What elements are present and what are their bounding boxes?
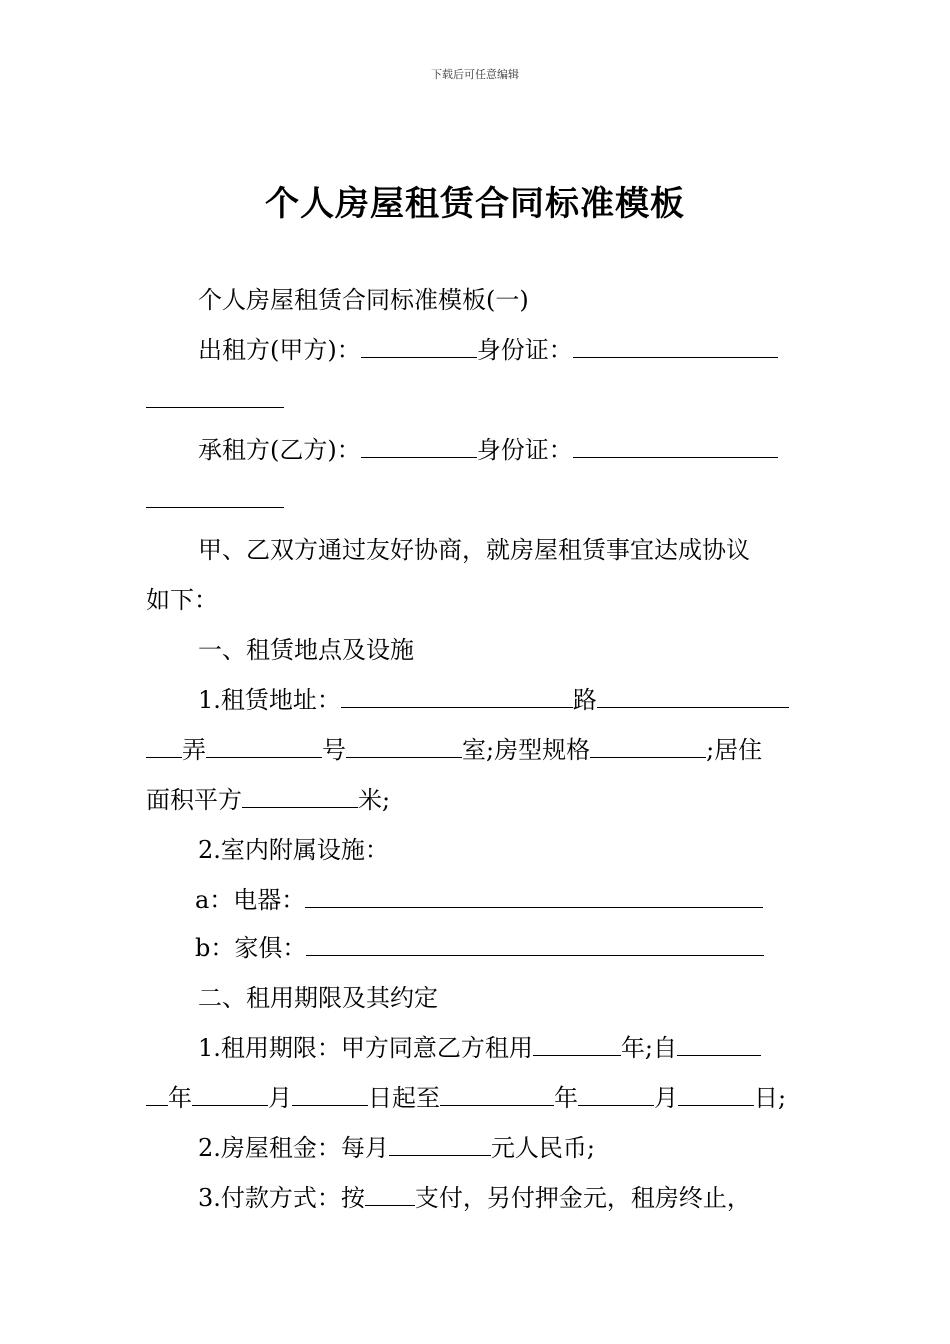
section1-heading: 一、租赁地点及设施 xyxy=(198,636,414,664)
term-years-blank xyxy=(533,1033,621,1056)
end-month-blank xyxy=(578,1083,654,1106)
rent-label: 2.房屋租金：每月 xyxy=(198,1134,389,1162)
address-label: 1.租赁地址： xyxy=(198,686,341,714)
lessee-id-continuation xyxy=(146,485,284,515)
area-line xyxy=(146,785,390,815)
furniture-blank xyxy=(306,933,764,956)
document-title: 个人房屋租赁合同标准模板 xyxy=(265,184,685,224)
lessee-id-blank xyxy=(573,435,778,458)
lessor-name-blank xyxy=(361,335,477,358)
lessor-id-blank xyxy=(573,335,778,358)
start-year-blank xyxy=(677,1033,761,1056)
term-year-text: 年;自 xyxy=(620,1034,677,1062)
term-line xyxy=(198,1033,761,1063)
lessor-id-label: 身份证： xyxy=(476,336,573,364)
layout-blank xyxy=(590,735,706,758)
number-blank xyxy=(206,735,322,758)
appliances-label: a：电器： xyxy=(195,886,306,914)
lessor-id-continuation xyxy=(146,385,284,415)
lessee-id-label: 身份证： xyxy=(476,436,573,464)
rent-suffix: 元人民币; xyxy=(490,1134,595,1162)
header-note: 下载后可任意编辑 xyxy=(431,68,519,81)
payment-method-blank xyxy=(365,1183,415,1206)
area-blank xyxy=(242,785,358,808)
lessee-id-blank-cont xyxy=(146,485,284,508)
payment-rest: 支付，另付押金元，租房终止， xyxy=(414,1184,751,1212)
room-blank xyxy=(346,735,462,758)
end-month-text: 月 xyxy=(654,1084,678,1112)
furniture-line xyxy=(195,933,764,963)
address-lane-blank xyxy=(597,685,789,708)
lessor-line xyxy=(198,335,778,365)
end-day-text: 日; xyxy=(754,1084,787,1112)
term-label: 1.租用期限：甲方同意乙方租用 xyxy=(198,1034,533,1062)
lessor-id-blank-cont xyxy=(146,385,284,408)
facilities-heading: 2.室内附属设施： xyxy=(198,836,389,864)
end-day-blank xyxy=(678,1083,754,1106)
address-road-blank xyxy=(341,685,573,708)
appliances-line xyxy=(195,885,763,915)
end-year-blank xyxy=(440,1083,554,1106)
end-year-text: 年 xyxy=(554,1084,578,1112)
furniture-label: b：家俱： xyxy=(195,934,307,962)
appliances-blank xyxy=(305,885,763,908)
intro-line-2: 如下： xyxy=(146,586,218,614)
start-month-blank xyxy=(192,1083,268,1106)
lane-text: 弄 xyxy=(182,736,206,764)
lessee-line xyxy=(198,435,778,465)
room-text: 室;房型规格 xyxy=(462,736,591,764)
rent-line xyxy=(198,1133,595,1163)
subtitle: 个人房屋租赁合同标准模板(一) xyxy=(198,286,529,314)
number-text: 号 xyxy=(322,736,346,764)
section2-heading: 二、租用期限及其约定 xyxy=(198,984,438,1012)
lessee-name-blank xyxy=(361,435,477,458)
area-prefix: 面积平方 xyxy=(146,786,242,814)
living-text: ;居住 xyxy=(706,736,763,764)
road-text: 路 xyxy=(572,686,597,714)
payment-line xyxy=(198,1183,751,1213)
start-year-text: 年 xyxy=(168,1084,192,1112)
area-suffix: 米; xyxy=(358,786,391,814)
start-day-text: 日起至 xyxy=(368,1084,440,1112)
rent-blank xyxy=(389,1133,491,1156)
intro-line-1: 甲、乙双方通过友好协商，就房屋租赁事宜达成协议 xyxy=(198,536,750,564)
start-day-blank xyxy=(292,1083,368,1106)
address-line xyxy=(198,685,789,715)
lessee-label: 承租方(乙方)： xyxy=(198,436,361,464)
start-year-blank-cont xyxy=(146,1083,168,1106)
lessor-label: 出租方(甲方)： xyxy=(198,336,361,364)
address-line-2 xyxy=(146,735,762,765)
start-month-text: 月 xyxy=(268,1084,292,1112)
term-line-2 xyxy=(146,1083,786,1113)
lane-blank xyxy=(146,735,182,758)
payment-label: 3.付款方式：按 xyxy=(198,1184,365,1212)
